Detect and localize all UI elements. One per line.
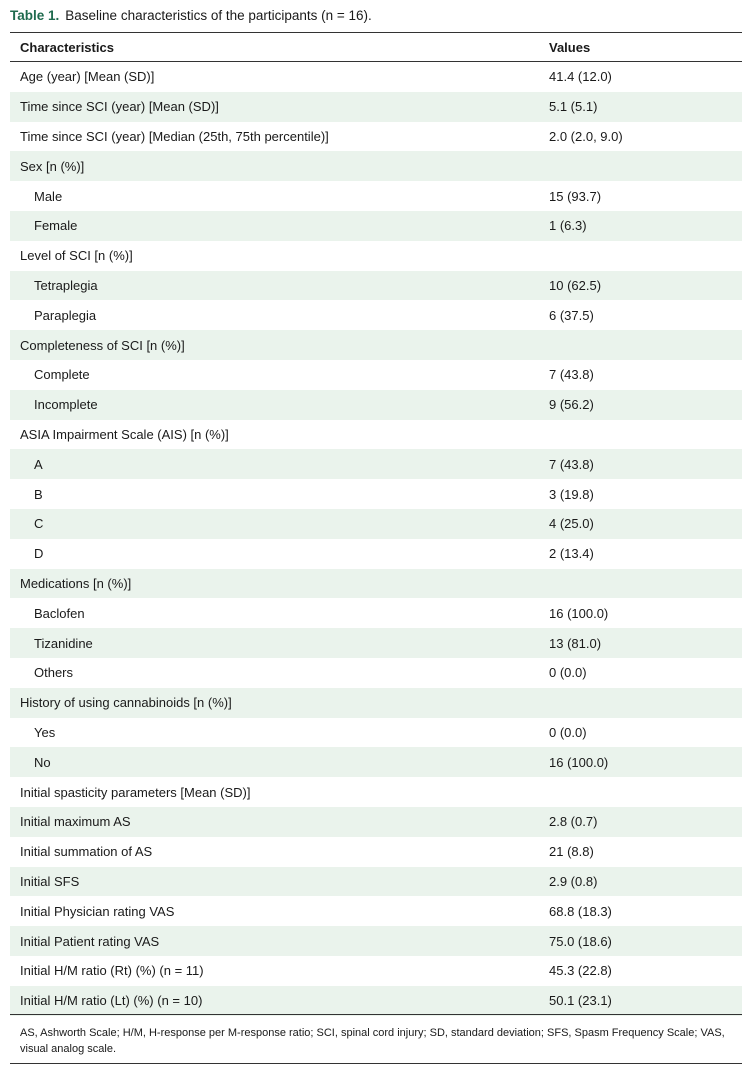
table-row [10, 241, 742, 271]
row-label: Medications [n (%)] [20, 575, 132, 591]
row-value: 2.0 (2.0, 9.0) [549, 128, 623, 144]
row-label: Initial Patient rating VAS [20, 933, 160, 949]
row-label: Paraplegia [34, 307, 97, 323]
table-row [10, 688, 742, 718]
row-label: Age (year) [Mean (SD)] [20, 69, 155, 85]
row-label: B [34, 486, 43, 502]
header-values: Values [549, 39, 591, 55]
table-footnote: AS, Ashworth Scale; H/M, H-response per M-response ratio; SCI, spinal cord injury; SD, standard deviation; SFS, Spasm Frequency Scale; VAS, visual analog scale. [10, 1014, 742, 1064]
table-row [10, 896, 742, 926]
row-label: History of using cannabinoids [n (%)] [20, 695, 232, 711]
table-header [10, 33, 742, 62]
row-label: ASIA Impairment Scale (AIS) [n (%)] [20, 426, 229, 442]
table-row [10, 747, 742, 777]
row-value: 9 (56.2) [549, 397, 594, 413]
row-label: Initial maximum AS [20, 814, 131, 830]
row-label: Completeness of SCI [n (%)] [20, 337, 185, 353]
table-row [10, 62, 742, 92]
table-row [10, 539, 742, 569]
table-row [10, 181, 742, 211]
baseline-characteristics-table [10, 32, 742, 1016]
row-label: Initial H/M ratio (Lt) (%) (n = 10) [20, 993, 203, 1009]
row-label: Tizanidine [34, 635, 93, 651]
row-value: 7 (43.8) [549, 456, 594, 472]
table-row [10, 569, 742, 599]
table-row [10, 598, 742, 628]
row-label: Initial SFS [20, 873, 80, 889]
row-value: 1 (6.3) [549, 218, 587, 234]
table-row [10, 271, 742, 301]
table-row [10, 211, 742, 241]
table-row [10, 420, 742, 450]
table-row [10, 92, 742, 122]
table-row [10, 777, 742, 807]
table-row [10, 628, 742, 658]
row-label: C [34, 516, 44, 532]
row-label: Others [34, 665, 74, 681]
row-value: 13 (81.0) [549, 635, 602, 651]
row-label: Male [34, 188, 63, 204]
table-row [10, 300, 742, 330]
row-value: 75.0 (18.6) [549, 933, 612, 949]
row-label: Level of SCI [n (%)] [20, 248, 133, 264]
row-value: 6 (37.5) [549, 307, 594, 323]
row-label: Initial H/M ratio (Rt) (%) (n = 11) [20, 963, 204, 979]
row-label: Tetraplegia [34, 277, 98, 293]
row-label: Initial summation of AS [20, 844, 153, 860]
row-value: 50.1 (23.1) [549, 993, 612, 1009]
row-value: 0 (0.0) [549, 724, 587, 740]
row-label: A [34, 456, 43, 472]
row-label: Time since SCI (year) [Mean (SD)] [20, 99, 219, 115]
row-label: Initial spasticity parameters [Mean (SD)] [20, 784, 251, 800]
row-value: 2 (13.4) [549, 546, 594, 562]
row-value: 5.1 (5.1) [549, 99, 598, 115]
table-row [10, 360, 742, 390]
row-label: Yes [34, 724, 56, 740]
table-row [10, 867, 742, 897]
table-row [10, 956, 742, 986]
row-value: 2.9 (0.8) [549, 873, 598, 889]
row-value: 10 (62.5) [549, 277, 602, 293]
row-value: 3 (19.8) [549, 486, 594, 502]
row-label: Incomplete [34, 397, 98, 413]
row-value: 68.8 (18.3) [549, 903, 612, 919]
row-value: 2.8 (0.7) [549, 814, 598, 830]
header-characteristics: Characteristics [20, 39, 114, 55]
table-title: Baseline characteristics of the participants (n = 16). [65, 8, 372, 23]
table-caption [10, 7, 372, 25]
table-row [10, 807, 742, 837]
table-row [10, 837, 742, 867]
row-label: Complete [34, 367, 90, 383]
table-row [10, 479, 742, 509]
table-row [10, 658, 742, 688]
row-label: No [34, 754, 51, 770]
row-value: 15 (93.7) [549, 188, 602, 204]
table-row [10, 718, 742, 748]
table-row [10, 509, 742, 539]
row-value: 7 (43.8) [549, 367, 594, 383]
row-label: D [34, 546, 44, 562]
table-label: Table 1. [10, 8, 60, 23]
row-label: Female [34, 218, 78, 234]
table-row [10, 926, 742, 956]
table-row [10, 330, 742, 360]
table-row [10, 449, 742, 479]
row-value: 21 (8.8) [549, 844, 594, 860]
row-value: 16 (100.0) [549, 605, 609, 621]
row-label: Baclofen [34, 605, 85, 621]
row-label: Initial Physician rating VAS [20, 903, 175, 919]
row-label: Sex [n (%)] [20, 158, 85, 174]
row-value: 0 (0.0) [549, 665, 587, 681]
row-value: 4 (25.0) [549, 516, 594, 532]
table-row [10, 390, 742, 420]
row-value: 45.3 (22.8) [549, 963, 612, 979]
table-row [10, 986, 742, 1016]
row-value: 41.4 (12.0) [549, 69, 612, 85]
row-label: Time since SCI (year) [Median (25th, 75th percentile)] [20, 128, 329, 144]
table-row [10, 151, 742, 181]
table-row [10, 122, 742, 152]
row-value: 16 (100.0) [549, 754, 609, 770]
